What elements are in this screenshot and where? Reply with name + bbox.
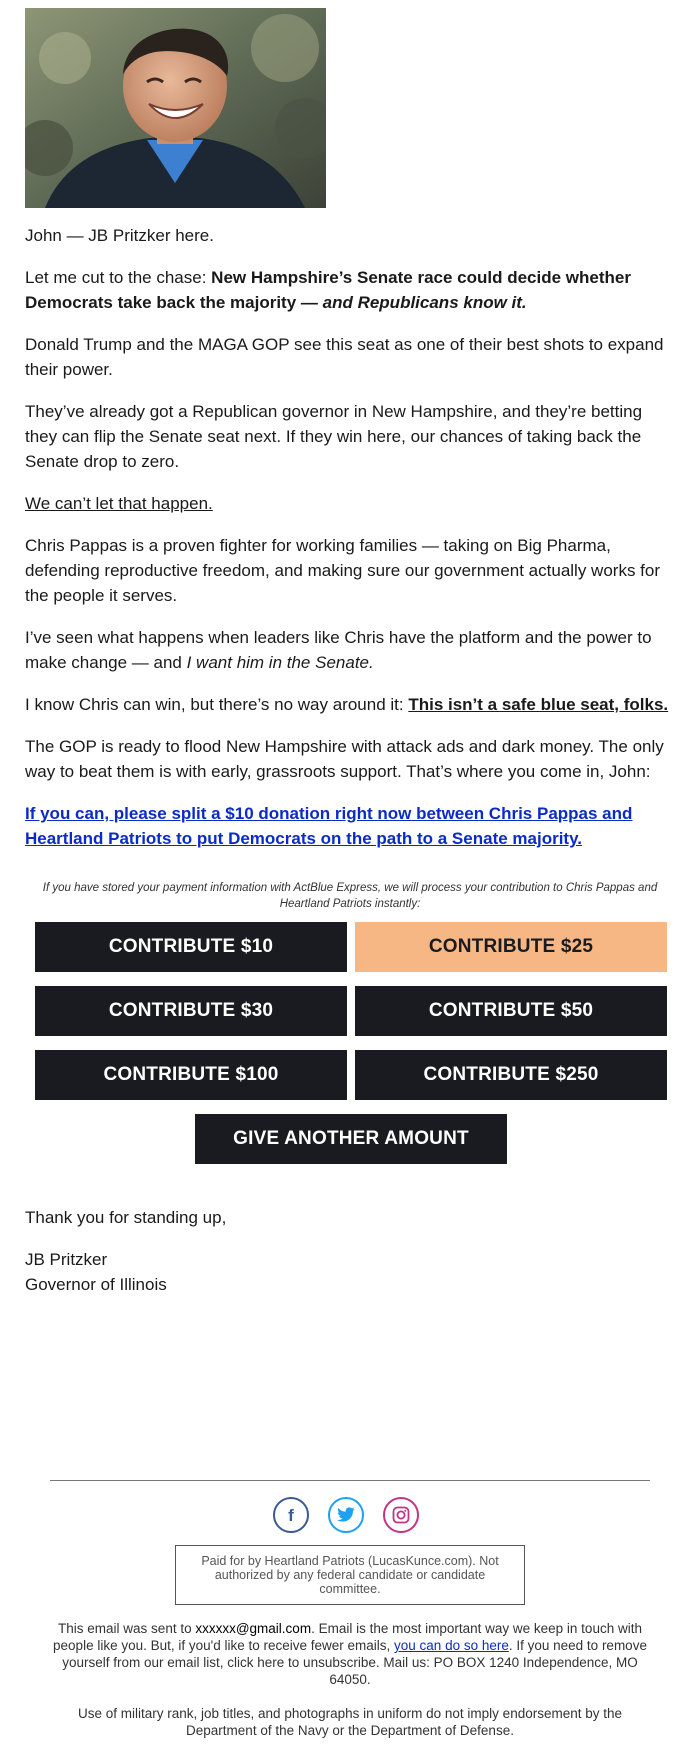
paragraph-safe-seat xyxy=(25,692,675,717)
footer-text: . If you need to remove yourself from our email list, click here to unsubscribe. Mail us: PO BOX 1240 Independence, MO 64050. xyxy=(62,1638,647,1687)
contribute-10-button[interactable]: CONTRIBUTE $10 xyxy=(35,922,347,972)
paragraph-text: I know Chris can win, but there’s no way around it: xyxy=(25,695,409,714)
actblue-express-note: If you have stored your payment information with ActBlue Express, we will process your contribution to Chris Pappas and Heartland Patriots instantly: xyxy=(42,882,658,910)
twitter-link[interactable] xyxy=(328,1497,364,1533)
footer-sent-to xyxy=(50,1620,650,1688)
greeting: John — JB Pritzker here. xyxy=(25,226,214,245)
paragraph-pappas: Chris Pappas is a proven fighter for working families — taking on Big Pharma, defending reproductive freedom, and making sure our government actually works for the people it serves. xyxy=(25,536,661,605)
signature-title: Governor of Illinois xyxy=(25,1275,167,1294)
paragraph-senate-race xyxy=(25,265,675,315)
paragraph-text: Let me cut to the chase: xyxy=(25,268,212,287)
contribute-30-button[interactable]: CONTRIBUTE $30 xyxy=(35,986,347,1036)
bold-statement: New Hampshire’s Senate race could decide whether Democrats take back the majority — xyxy=(25,268,631,312)
svg-text:f: f xyxy=(288,1506,294,1524)
contribute-25-button[interactable]: CONTRIBUTE $25 xyxy=(355,922,667,972)
paid-for-disclaimer: Paid for by Heartland Patriots (LucasKunce.com). Not authorized by any federal candidate or candidate committee. xyxy=(175,1545,525,1605)
instagram-link[interactable] xyxy=(383,1497,419,1533)
instagram-icon xyxy=(392,1506,410,1524)
fewer-emails-link[interactable]: you can do so here xyxy=(394,1638,509,1653)
facebook-icon xyxy=(283,1506,299,1524)
twitter-icon xyxy=(336,1507,356,1523)
thank-you-line: Thank you for standing up, xyxy=(25,1208,227,1227)
contribute-100-button[interactable]: CONTRIBUTE $100 xyxy=(35,1050,347,1100)
italic-statement: I want him in the Senate. xyxy=(186,653,374,672)
footer-divider xyxy=(50,1480,650,1481)
paragraph-governor: They’ve already got a Republican governor in New Hampshire, and they’re betting they can flip the Senate seat next. If they win here, our chances of taking back the Senate drop to zero. xyxy=(25,402,643,471)
bold-underline-statement: This isn’t a safe blue seat, folks. xyxy=(408,695,669,714)
bold-italic-statement: and Republicans know it. xyxy=(322,293,527,312)
footer-text: This email was sent to xyxy=(58,1621,196,1636)
donation-ask-paragraph xyxy=(25,801,675,851)
closing xyxy=(25,1205,675,1297)
contribute-250-button[interactable]: CONTRIBUTE $250 xyxy=(355,1050,667,1100)
recipient-email: xxxxxx@gmail.com xyxy=(195,1621,312,1636)
paragraph-text: I’ve seen what happens when leaders like Chris have the platform and the power to make change — and xyxy=(25,628,652,672)
paragraph-cant-let: We can’t let that happen. xyxy=(25,494,213,513)
footer-text: . Email is the most important way we keep in touch with people like you. But, if you'd like to receive fewer emails, xyxy=(53,1621,642,1653)
hero-photo xyxy=(25,8,326,208)
donation-ask-link[interactable]: If you can, please split a $10 donation right now between Chris Pappas and Heartland Patriots to put Democrats on the path to a Senate majority. xyxy=(25,804,633,848)
footer xyxy=(50,1620,650,1756)
facebook-link[interactable] xyxy=(273,1497,309,1533)
paragraph-gop: The GOP is ready to flood New Hampshire with attack ads and dark money. The only way to beat them is with early, grassroots support. That’s where you come in, John: xyxy=(25,737,664,781)
signature-name: JB Pritzker xyxy=(25,1250,108,1269)
paragraph-maga: Donald Trump and the MAGA GOP see this seat as one of their best shots to expand their power. xyxy=(25,335,664,379)
military-disclaimer: Use of military rank, job titles, and photographs in uniform do not imply endorsement by the Department of the Navy or the Department of Defense. xyxy=(77,1706,623,1738)
give-another-amount-button[interactable]: GIVE ANOTHER AMOUNT xyxy=(195,1114,507,1164)
paragraph-platform xyxy=(25,625,675,675)
contribute-50-button[interactable]: CONTRIBUTE $50 xyxy=(355,986,667,1036)
letter-content xyxy=(25,223,675,868)
